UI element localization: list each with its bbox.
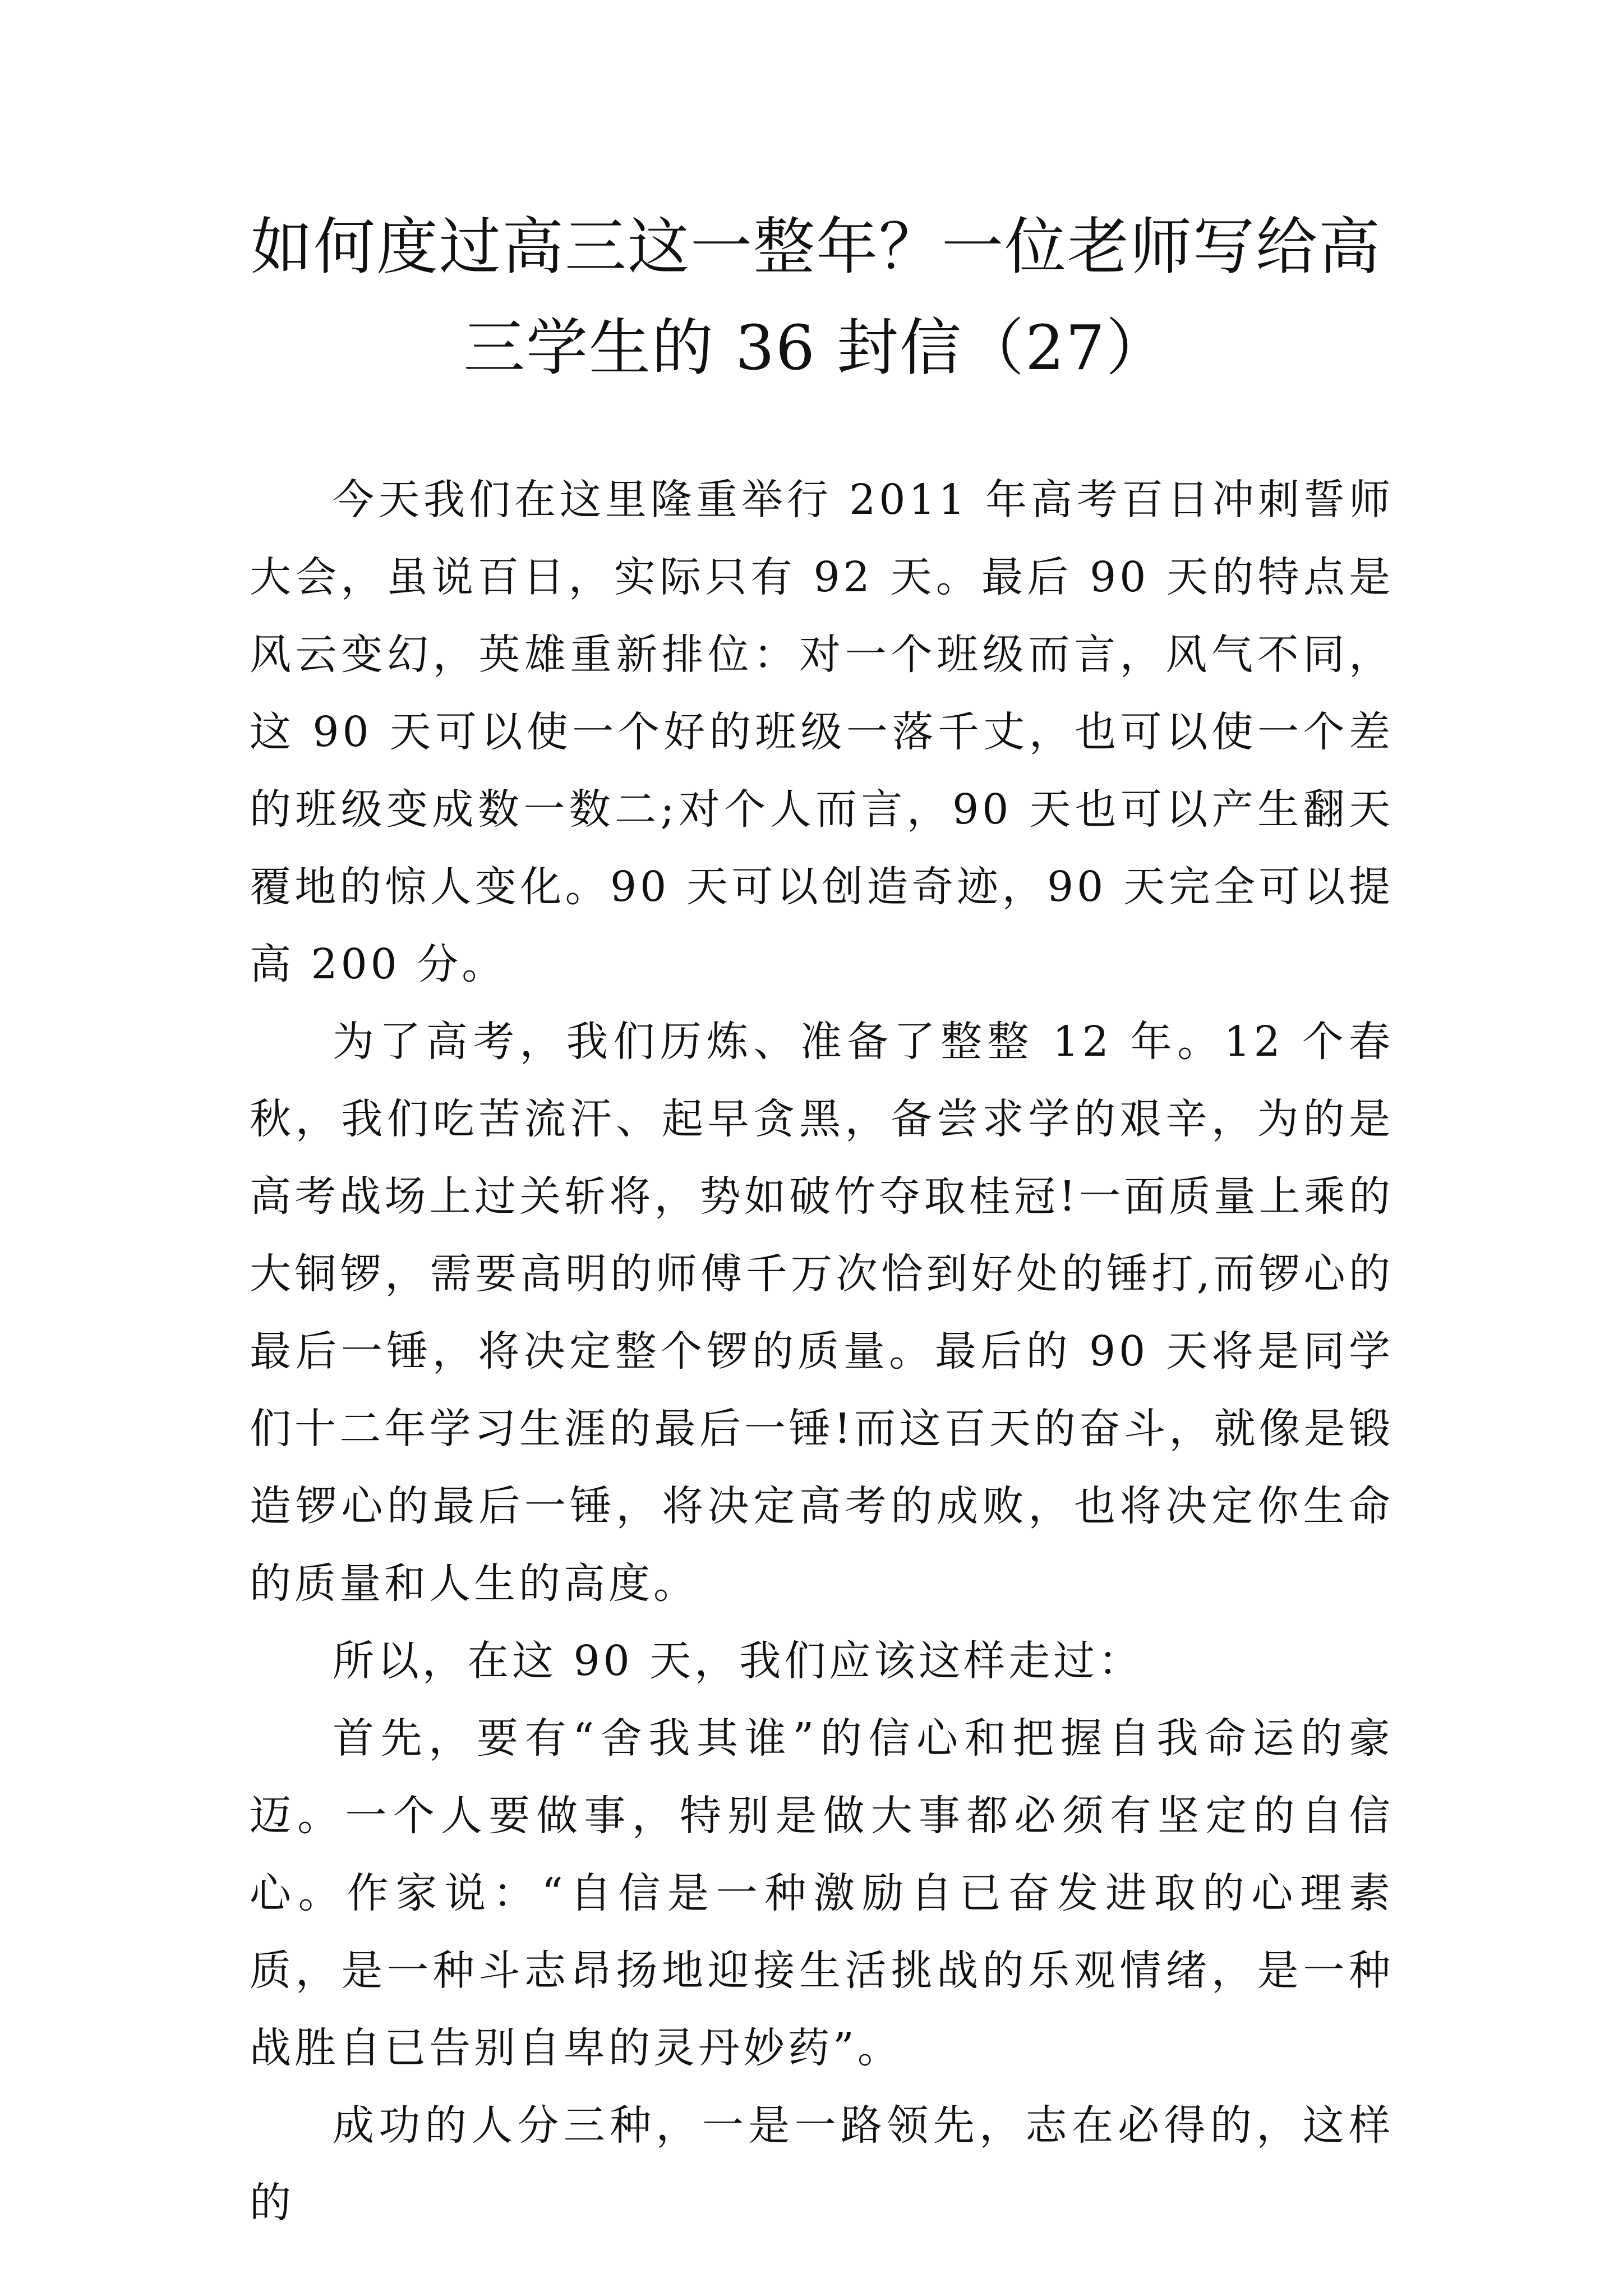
title-line-1: 如何度过高三这一整年？一位老师写给高	[251, 211, 1381, 283]
paragraph-4: 首先，要有“舍我其谁”的信心和把握自我命运的豪迈。一个人要做事，特别是做大事都必须有坚定的自信心。作家说：“自信是一种激励自已奋发进取的心理素质，是一种斗志昂扬地迎接生活挑战的乐观情绪，是一种战胜自已告别自卑的灵丹妙药”。	[250, 1714, 1394, 2072]
paragraph-2: 为了高考，我们历炼、准备了整整 12 年。12 个春秋，我们吃苦流汗、起早贪黑，备尝求学的艰辛，为的是高考战场上过关斩将，势如破竹夺取桂冠!一面质量上乘的大铜锣，需要高明的师傅千万次恰到好处的锤打,而锣心的最后一锤，将决定整个锣的质量。最后的 90 天将是同学们十二年学习生涯的最后一锤!而这百天的奋斗，就像是锻造锣心的最后一锤，将决定高考的成败，也将决定你生命的质量和人生的高度。	[250, 1018, 1394, 1608]
paragraph-3: 所以，在这 90 天，我们应该这样走过：	[333, 1637, 1144, 1685]
paragraph-5: 成功的人分三种，一是一路领先，志在必得的，这样的	[250, 2101, 1394, 2227]
title-line-2: 三学生的 36 封信（27）	[463, 312, 1169, 384]
paragraph-1: 今天我们在这里隆重举行 2011 年高考百日冲刺誓师大会，虽说百日，实际只有 92 天。最后 90 天的特点是风云变幻，英雄重新排位：对一个班级而言，风气不同，这 90 天可以使一个好的班级一落千丈，也可以使一个差的班级变成数一数二;对个人而言，90 天也可以产生翻天覆地的惊人变化。90 天可以创造奇迹，90 天完全可以提高 200 分。	[250, 476, 1394, 988]
document-body	[250, 461, 1394, 2242]
document-title	[247, 196, 1385, 398]
